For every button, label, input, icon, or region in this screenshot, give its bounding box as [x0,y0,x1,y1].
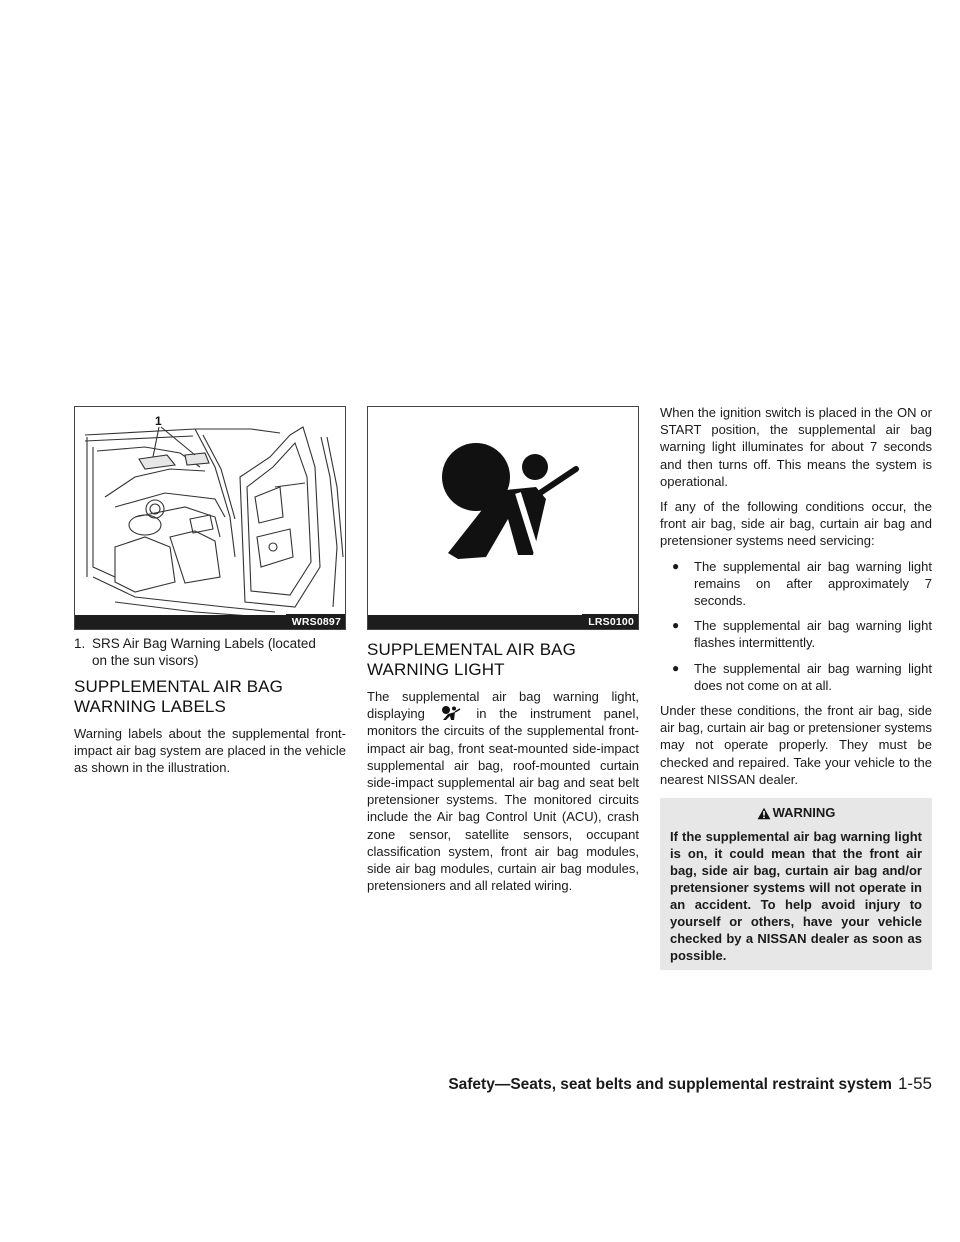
warning-light-illustration [367,406,639,630]
warning-triangle-icon [757,807,771,820]
conditions-list [660,558,932,694]
right-column [660,404,932,970]
warning-title: WARNING [670,804,922,822]
list-item: ● The supplemental air bag warning light flashes intermittently. [672,618,932,651]
section-heading-light: SUPPLEMENTAL AIR BAG WARNING LIGHT [367,640,576,679]
warning-text: If the supplemental air bag warning light is on, it could mean that the front air bag, side air bag, curtain air bag and/or pretensioner systems will not operate in an accident. To help avoid injury to yourself or others, have your vehicle checked by a NISSAN dealer as soon as possible. [670,829,922,964]
warning-box [660,798,932,970]
vehicle-door-illustration [74,406,346,630]
section-heading-labels: SUPPLEMENTAL AIR BAG WARNING LABELS [74,677,283,716]
list-item: ● The supplemental air bag warning light does not come on at all. [672,660,932,693]
page-footer [448,1074,932,1094]
car-interior-drawing [75,407,345,629]
callout-number: 1 [155,414,162,428]
figure-code: WRS0897 [286,614,345,629]
airbag-warning-symbol-icon [368,407,638,629]
middle-column [367,406,639,902]
page-number: 1-55 [897,1074,932,1093]
labels-paragraph: Warning labels about the supplemental front-impact air bag system are placed in the vehicle as shown in the illustration. [74,726,346,776]
warning-light-paragraph: The supplemental air bag warning light, displaying in the instrument panel, monitors the circuits of the supplemental front-impact air bag, front seat-mounted side-impact supplemental air bag, roof-mounted curtain side-impact supplemental air bag and seat belt pretensioner systems. The monitored circuits include the Air bag Control Unit (ACU), crash zone sensor, satellite sensors, occupant classification system, front air bag modules, side air bag modules, curtain air bag modules, pretensioners and all related wiring. [367,689,639,894]
operational-paragraph: When the ignition switch is placed in the ON or START position, the supplemental air bag warning light illuminates for about 7 seconds and then turns off. This means the system is operational. [660,405,932,489]
conditions-paragraph: If any of the following conditions occur, the front air bag, side air bag, curtain air bag and pretensioner systems need servicing: [660,499,932,549]
figure-code: LRS0100 [582,614,638,629]
list-item: ● The supplemental air bag warning light remains on after approximately 7 seconds. [672,558,932,609]
airbag-inline-icon [438,705,464,721]
service-paragraph: Under these conditions, the front air bag, side air bag, curtain air bag or pretensioner systems may not operate properly. They must be checked and repaired. Take your vehicle to the nearest NISSAN dealer. [660,703,932,787]
left-column [74,406,346,785]
figure-caption: 1. SRS Air Bag Warning Labels (located on the sun visors) [74,636,316,668]
footer-section-title: Safety—Seats, seat belts and supplemental restraint system [448,1076,892,1093]
